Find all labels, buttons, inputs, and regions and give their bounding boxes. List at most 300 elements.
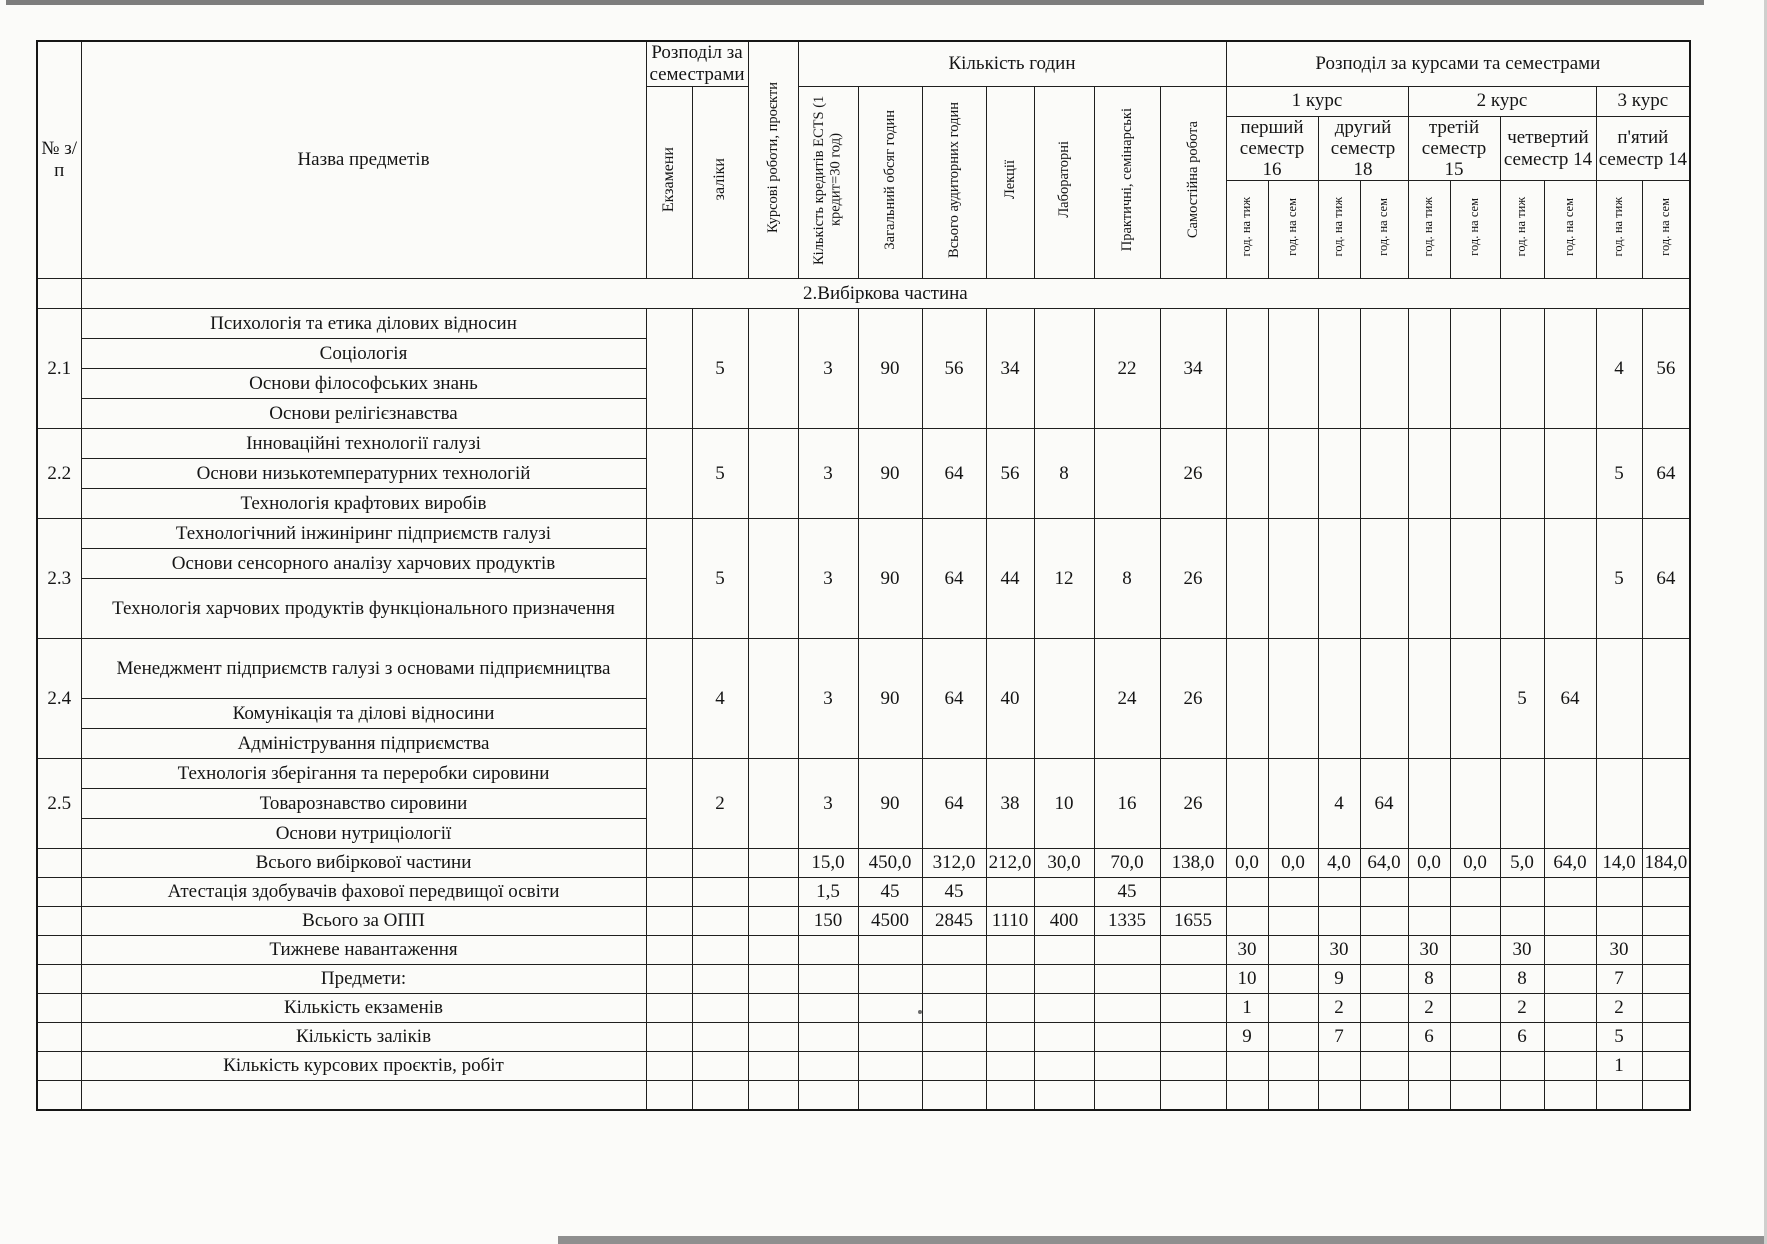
subject-name: Технологія крафтових виробів	[81, 489, 646, 519]
total-hours-cell: 90	[858, 429, 922, 519]
sem5-hours-cell: 64	[1642, 519, 1690, 639]
subject-name: Адміністрування підприємства	[81, 729, 646, 759]
empty-cell	[1544, 759, 1596, 849]
empty-cell	[1596, 878, 1642, 907]
header-credits-ects	[798, 86, 858, 279]
empty-cell	[1268, 519, 1318, 639]
total-s4-sem: 64,0	[1544, 849, 1596, 878]
empty-cell	[37, 849, 81, 878]
empty-cell	[1360, 639, 1408, 759]
empty-cell	[1450, 429, 1500, 519]
empty-cell	[1034, 994, 1094, 1023]
sem5-week-cell: 4	[1596, 309, 1642, 429]
empty-cell	[1226, 639, 1268, 759]
lectures-cell: 44	[986, 519, 1034, 639]
header-s1-per-week	[1226, 181, 1268, 279]
section-title: 2.Вибіркова частина	[81, 279, 1690, 309]
empty-cell	[1360, 936, 1408, 965]
semester-4-name: четвертий	[1507, 127, 1589, 149]
empty-cell	[692, 965, 748, 994]
lab-cell	[1034, 309, 1094, 429]
header-s4-per-week	[1500, 181, 1544, 279]
opp-credits: 150	[798, 907, 858, 936]
header-lab	[1034, 86, 1094, 279]
empty-cell	[748, 965, 798, 994]
empty-cell	[1544, 519, 1596, 639]
lab-cell: 12	[1034, 519, 1094, 639]
per-sem-label: год. на сем	[1285, 198, 1300, 256]
empty-cell	[748, 907, 798, 936]
semester-5-name: п'ятий	[1617, 127, 1669, 149]
empty-cell	[1034, 878, 1094, 907]
empty-cell	[692, 1023, 748, 1052]
sem4-hours-cell: 64	[1544, 639, 1596, 759]
empty-cell	[748, 1052, 798, 1081]
empty-cell	[922, 936, 986, 965]
empty-cell	[1160, 994, 1226, 1023]
header-subject-name: Назва предметів	[81, 41, 646, 279]
subject-name: Основи філософських знань	[81, 369, 646, 399]
course-works-label: Курсові роботи, проєкти	[764, 81, 781, 233]
empty-cell	[1268, 1023, 1318, 1052]
empty-cell	[748, 994, 798, 1023]
header-auditory-hours	[922, 86, 986, 279]
empty-cell	[858, 965, 922, 994]
empty-cell	[798, 936, 858, 965]
empty-cell	[1360, 1052, 1408, 1081]
empty-cell	[1544, 965, 1596, 994]
empty-cell	[986, 1052, 1034, 1081]
empty-cell	[646, 965, 692, 994]
header-zaliky	[692, 86, 748, 279]
empty-cell	[1500, 1052, 1544, 1081]
header-s3-per-sem	[1450, 181, 1500, 279]
empty-cell	[1268, 759, 1318, 849]
empty-cell	[37, 907, 81, 936]
header-semester-3	[1408, 116, 1500, 181]
empty-cell	[1642, 936, 1690, 965]
empty-cell	[1318, 878, 1360, 907]
empty-cell	[1596, 639, 1642, 759]
lectures-cell: 38	[986, 759, 1034, 849]
empty-cell	[1642, 639, 1690, 759]
header-course-2: 2 курс	[1408, 86, 1596, 116]
empty-cell	[1450, 759, 1500, 849]
opp-lab: 400	[1034, 907, 1094, 936]
header-practical	[1094, 86, 1160, 279]
total-practical: 70,0	[1094, 849, 1160, 878]
total-lectures: 212,0	[986, 849, 1034, 878]
empty-cell	[1268, 936, 1318, 965]
empty-cell	[692, 936, 748, 965]
auditory-cell: 64	[922, 519, 986, 639]
semester-3-weeks: семестр 15	[1421, 137, 1487, 181]
empty-cell	[646, 936, 692, 965]
subject-name: Соціологія	[81, 339, 646, 369]
empty-cell	[1360, 1081, 1408, 1110]
total-s1-week: 0,0	[1226, 849, 1268, 878]
empty-cell	[1544, 1081, 1596, 1110]
empty-cell	[1160, 1023, 1226, 1052]
subject-name: Психологія та етика ділових відносин	[81, 309, 646, 339]
sem4-week-cell: 5	[1500, 639, 1544, 759]
empty-cell	[1360, 878, 1408, 907]
auditory-hours-label: Всього аудиторних годин	[945, 101, 962, 258]
coursework-count-label: Кількість курсових проєктів, робіт	[81, 1052, 646, 1081]
weekly-load-s2: 30	[1318, 936, 1360, 965]
empty-cell	[858, 936, 922, 965]
curriculum-table	[36, 40, 1691, 1111]
weekly-load-s4: 30	[1500, 936, 1544, 965]
total-auditory: 312,0	[922, 849, 986, 878]
per-week-label: год. на тиж	[1239, 197, 1254, 257]
zaliky-count-s1: 9	[1226, 1023, 1268, 1052]
exams-count-s3: 2	[1408, 994, 1450, 1023]
header-semester-1	[1226, 116, 1318, 181]
self-work-cell: 26	[1160, 759, 1226, 849]
empty-cell	[37, 279, 81, 309]
empty-cell	[986, 878, 1034, 907]
group-number: 2.5	[37, 759, 81, 849]
zaliky-count-s5: 5	[1596, 1023, 1642, 1052]
header-semester-5	[1596, 116, 1690, 181]
empty-cell	[1544, 994, 1596, 1023]
subject-name: Менеджмент підприємств галузі з основами підприємництва	[81, 639, 646, 699]
empty-cell	[986, 994, 1034, 1023]
subject-name: Технологічний інжиніринг підприємств галузі	[81, 519, 646, 549]
empty-cell	[1408, 639, 1450, 759]
empty-cell	[1034, 1023, 1094, 1052]
header-course-1: 1 курс	[1226, 86, 1408, 116]
empty-cell	[1226, 1052, 1268, 1081]
empty-cell	[1094, 1081, 1160, 1110]
empty-cell	[1226, 429, 1268, 519]
empty-cell	[646, 994, 692, 1023]
coursework-cell	[748, 429, 798, 519]
credits-cell: 3	[798, 639, 858, 759]
empty-cell	[1360, 965, 1408, 994]
empty-cell	[1500, 878, 1544, 907]
empty-cell	[1450, 1052, 1500, 1081]
empty-cell	[1268, 309, 1318, 429]
empty-cell	[1360, 994, 1408, 1023]
sem5-hours-cell: 64	[1642, 429, 1690, 519]
total-s3-week: 0,0	[1408, 849, 1450, 878]
empty-cell	[1360, 907, 1408, 936]
semester-1-weeks: семестр 16	[1239, 137, 1305, 181]
empty-cell	[748, 878, 798, 907]
empty-cell	[748, 1081, 798, 1110]
empty-cell	[1500, 429, 1544, 519]
empty-cell	[1450, 878, 1500, 907]
empty-cell	[986, 1023, 1034, 1052]
empty-cell	[1408, 878, 1450, 907]
credits-cell: 3	[798, 519, 858, 639]
semester-2-name: другий	[1334, 116, 1392, 138]
subjects-count-s4: 8	[1500, 965, 1544, 994]
header-course-distribution-title: Розподіл за курсами та семестрами	[1226, 41, 1690, 86]
empty-cell	[1160, 1081, 1226, 1110]
coursework-cell	[748, 759, 798, 849]
coursework-cell	[748, 309, 798, 429]
header-s2-per-week	[1318, 181, 1360, 279]
empty-cell	[37, 936, 81, 965]
lab-cell: 10	[1034, 759, 1094, 849]
auditory-cell: 64	[922, 429, 986, 519]
empty-cell	[798, 1052, 858, 1081]
empty-cell	[692, 849, 748, 878]
opp-practical: 1335	[1094, 907, 1160, 936]
empty-cell	[1318, 1052, 1360, 1081]
empty-cell	[748, 936, 798, 965]
exams-label: Екзамени	[660, 147, 678, 213]
zaliky-count-s4: 6	[1500, 1023, 1544, 1052]
total-lab: 30,0	[1034, 849, 1094, 878]
per-sem-label: год. на сем	[1562, 198, 1577, 256]
opp-auditory: 2845	[922, 907, 986, 936]
empty-cell	[1034, 1052, 1094, 1081]
coursework-cell	[748, 639, 798, 759]
empty-cell	[1226, 907, 1268, 936]
empty-cell	[81, 1081, 646, 1110]
total-opp-label: Всього за ОПП	[81, 907, 646, 936]
empty-cell	[1450, 907, 1500, 936]
zaliky-count-label: Кількість заліків	[81, 1023, 646, 1052]
group-number: 2.2	[37, 429, 81, 519]
empty-cell	[1500, 519, 1544, 639]
semester-5-weeks: семестр 14	[1598, 148, 1687, 170]
empty-cell	[986, 936, 1034, 965]
empty-cell	[1360, 1023, 1408, 1052]
exam-cell	[646, 639, 692, 759]
empty-cell	[1642, 759, 1690, 849]
empty-cell	[692, 907, 748, 936]
empty-cell	[1408, 429, 1450, 519]
total-hours: 450,0	[858, 849, 922, 878]
auditory-cell: 56	[922, 309, 986, 429]
sem2-week-cell: 4	[1318, 759, 1360, 849]
subject-name: Технологія зберігання та переробки сировини	[81, 759, 646, 789]
empty-cell	[1226, 878, 1268, 907]
empty-cell	[37, 1023, 81, 1052]
empty-cell	[858, 1023, 922, 1052]
group-number: 2.1	[37, 309, 81, 429]
practical-cell: 8	[1094, 519, 1160, 639]
exams-count-s5: 2	[1596, 994, 1642, 1023]
empty-cell	[1226, 1081, 1268, 1110]
empty-cell	[1642, 1081, 1690, 1110]
empty-cell	[858, 1081, 922, 1110]
weekly-load-s1: 30	[1226, 936, 1268, 965]
empty-cell	[1500, 759, 1544, 849]
per-week-label: год. на тиж	[1514, 197, 1529, 257]
empty-cell	[1450, 1023, 1500, 1052]
credits-cell: 3	[798, 309, 858, 429]
empty-cell	[798, 994, 858, 1023]
empty-cell	[922, 1052, 986, 1081]
subjects-count-s1: 10	[1226, 965, 1268, 994]
empty-cell	[1408, 1052, 1450, 1081]
header-s1-per-sem	[1268, 181, 1318, 279]
total-s4-week: 5,0	[1500, 849, 1544, 878]
per-sem-label: год. на сем	[1467, 198, 1482, 256]
empty-cell	[1642, 1023, 1690, 1052]
empty-cell	[922, 1081, 986, 1110]
per-sem-label: год. на сем	[1376, 198, 1391, 256]
header-exams	[646, 86, 692, 279]
empty-cell	[1226, 519, 1268, 639]
empty-cell	[748, 849, 798, 878]
empty-cell	[1318, 1081, 1360, 1110]
zaliky-count-s3: 6	[1408, 1023, 1450, 1052]
sem5-week-cell: 5	[1596, 429, 1642, 519]
empty-cell	[1160, 878, 1226, 907]
empty-cell	[1094, 965, 1160, 994]
empty-cell	[1500, 1081, 1544, 1110]
empty-cell	[1360, 519, 1408, 639]
empty-cell	[1642, 878, 1690, 907]
attestation-auditory: 45	[922, 878, 986, 907]
empty-cell	[1596, 1081, 1642, 1110]
empty-cell	[1544, 309, 1596, 429]
empty-cell	[646, 1081, 692, 1110]
empty-cell	[986, 965, 1034, 994]
opp-lectures: 1110	[986, 907, 1034, 936]
empty-cell	[692, 878, 748, 907]
empty-cell	[1268, 907, 1318, 936]
per-sem-label: год. на сем	[1658, 198, 1673, 256]
empty-cell	[1408, 309, 1450, 429]
empty-cell	[798, 1081, 858, 1110]
scan-artifact-bottom-bar	[558, 1236, 1767, 1244]
empty-cell	[986, 1081, 1034, 1110]
empty-cell	[798, 1023, 858, 1052]
empty-cell	[1544, 1052, 1596, 1081]
subject-name: Товарознавство сировини	[81, 789, 646, 819]
exams-count-s1: 1	[1226, 994, 1268, 1023]
empty-cell	[1642, 1052, 1690, 1081]
header-s3-per-week	[1408, 181, 1450, 279]
header-semester-distribution: Розподіл за семестрами	[646, 41, 748, 86]
total-s3-sem: 0,0	[1450, 849, 1500, 878]
empty-cell	[1408, 907, 1450, 936]
header-total-hours	[858, 86, 922, 279]
subject-name: Комунікація та ділові відносини	[81, 699, 646, 729]
empty-cell	[646, 878, 692, 907]
subjects-count-s5: 7	[1596, 965, 1642, 994]
self-work-label: Самостійна робота	[1184, 121, 1201, 239]
credits-cell: 3	[798, 759, 858, 849]
subjects-count-s2: 9	[1318, 965, 1360, 994]
subject-name: Основи сенсорного аналізу харчових продуктів	[81, 549, 646, 579]
empty-cell	[692, 994, 748, 1023]
self-work-cell: 26	[1160, 639, 1226, 759]
per-week-label: год. на тиж	[1421, 197, 1436, 257]
empty-cell	[1094, 936, 1160, 965]
empty-cell	[1450, 994, 1500, 1023]
empty-cell	[1450, 936, 1500, 965]
practical-label: Практичні, семінарські	[1118, 107, 1135, 252]
weekly-load-label: Тижневе навантаження	[81, 936, 646, 965]
opp-total: 4500	[858, 907, 922, 936]
lab-cell	[1034, 639, 1094, 759]
exams-count-s2: 2	[1318, 994, 1360, 1023]
empty-cell	[1544, 878, 1596, 907]
total-hours-cell: 90	[858, 639, 922, 759]
total-hours-cell: 90	[858, 309, 922, 429]
total-s5-sem: 184,0	[1642, 849, 1690, 878]
empty-cell	[1642, 994, 1690, 1023]
header-course-works	[748, 41, 798, 279]
empty-cell	[1408, 519, 1450, 639]
group-number: 2.4	[37, 639, 81, 759]
sem5-week-cell: 5	[1596, 519, 1642, 639]
exams-count-s4: 2	[1500, 994, 1544, 1023]
attestation-label: Атестація здобувачів фахової передвищої освіти	[81, 878, 646, 907]
zalik-cell: 4	[692, 639, 748, 759]
empty-cell	[1408, 759, 1450, 849]
total-s1-sem: 0,0	[1268, 849, 1318, 878]
lectures-cell: 56	[986, 429, 1034, 519]
exams-count-label: Кількість екзаменів	[81, 994, 646, 1023]
empty-cell	[1450, 965, 1500, 994]
zalik-cell: 5	[692, 519, 748, 639]
per-week-label: год. на тиж	[1331, 197, 1346, 257]
empty-cell	[1360, 429, 1408, 519]
empty-cell	[37, 1081, 81, 1110]
empty-cell	[1160, 1052, 1226, 1081]
empty-cell	[692, 1081, 748, 1110]
empty-cell	[646, 1023, 692, 1052]
empty-cell	[1596, 907, 1642, 936]
opp-self-work: 1655	[1160, 907, 1226, 936]
total-self-work: 138,0	[1160, 849, 1226, 878]
empty-cell	[1408, 1081, 1450, 1110]
header-hours-title: Кількість годин	[798, 41, 1226, 86]
auditory-cell: 64	[922, 759, 986, 849]
semester-2-weeks: семестр 18	[1330, 137, 1396, 181]
exam-cell	[646, 309, 692, 429]
zalik-cell: 5	[692, 309, 748, 429]
practical-cell: 16	[1094, 759, 1160, 849]
empty-cell	[1544, 1023, 1596, 1052]
empty-cell	[1318, 639, 1360, 759]
empty-cell	[1268, 429, 1318, 519]
exam-cell	[646, 429, 692, 519]
empty-cell	[37, 965, 81, 994]
zaliky-label: заліки	[711, 158, 729, 201]
self-work-cell: 26	[1160, 519, 1226, 639]
total-hours-cell: 90	[858, 759, 922, 849]
attestation-total: 45	[858, 878, 922, 907]
empty-cell	[1450, 639, 1500, 759]
sem2-hours-cell: 64	[1360, 759, 1408, 849]
empty-cell	[1268, 878, 1318, 907]
weekly-load-s5: 30	[1596, 936, 1642, 965]
coursework-count-s5: 1	[1596, 1052, 1642, 1081]
empty-cell	[922, 994, 986, 1023]
empty-cell	[692, 1052, 748, 1081]
total-s5-week: 14,0	[1596, 849, 1642, 878]
subject-name: Основи релігієзнавства	[81, 399, 646, 429]
sem5-hours-cell: 56	[1642, 309, 1690, 429]
scan-artifact-top-bar	[6, 0, 1704, 5]
empty-cell	[1268, 965, 1318, 994]
empty-cell	[1544, 936, 1596, 965]
auditory-cell: 64	[922, 639, 986, 759]
empty-cell	[1094, 1052, 1160, 1081]
header-s2-per-sem	[1360, 181, 1408, 279]
